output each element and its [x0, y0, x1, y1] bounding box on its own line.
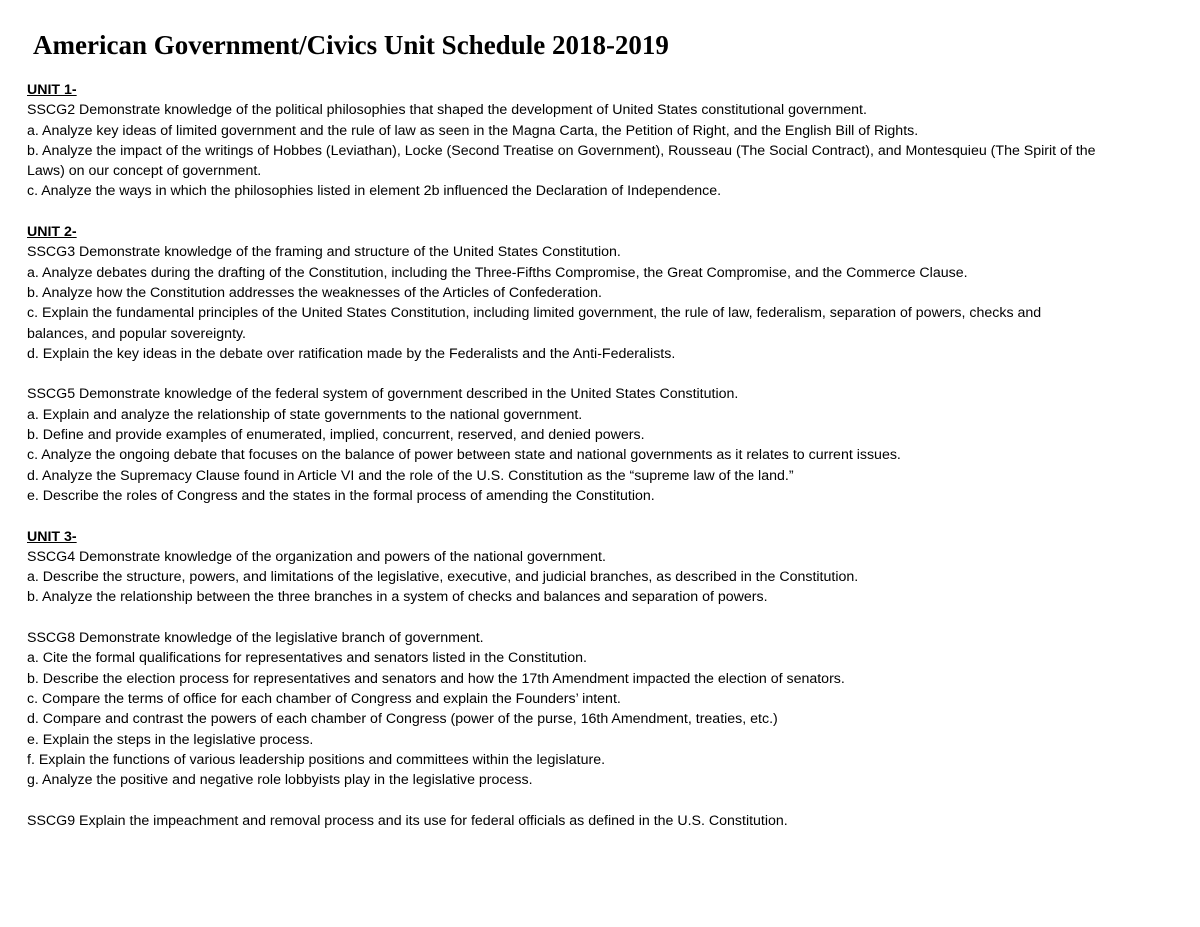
- standard-line: a. Cite the formal qualifications for representatives and senators listed in the Constitution.: [27, 650, 587, 667]
- standard-line: SSCG8 Demonstrate knowledge of the legislative branch of government.: [27, 630, 484, 647]
- unit-section: [27, 80, 1177, 202]
- standard-line: c. Explain the fundamental principles of the United States Constitution, including limited government, the rule of law, federalism, separation of powers, checks and: [27, 305, 1042, 322]
- standard-line: SSCG4 Demonstrate knowledge of the organization and powers of the national government.: [27, 548, 606, 565]
- standard-line: b. Analyze the impact of the writings of Hobbes (Leviathan), Locke (Second Treatise on Government), Rousseau (The Social Contract), and Montesquieu (The Spirit of the: [27, 142, 1096, 159]
- standard-block: [27, 811, 1177, 831]
- standard-line: SSCG2 Demonstrate knowledge of the political philosophies that shaped the development of United States constitutional government.: [27, 102, 867, 119]
- standard-line: b. Define and provide examples of enumerated, implied, concurrent, reserved, and denied powers.: [27, 427, 645, 444]
- standard-line: SSCG5 Demonstrate knowledge of the federal system of government described in the United States Constitution.: [27, 386, 739, 403]
- document-title: American Government/Civics Unit Schedule 2018-2019: [33, 30, 669, 60]
- spacer: [27, 364, 1177, 384]
- standard-line: a. Analyze debates during the drafting of the Constitution, including the Three-Fifths Compromise, the Great Compromise, and the Commerce Clause.: [27, 264, 968, 281]
- standard-line: b. Analyze the relationship between the three branches in a system of checks and balances and separation of powers.: [27, 589, 768, 606]
- standard-line: c. Compare the terms of office for each chamber of Congress and explain the Founders’ intent.: [27, 690, 621, 707]
- standard-block: [27, 100, 1177, 201]
- spacer: [27, 202, 1177, 222]
- standard-line: Laws) on our concept of government.: [27, 163, 262, 180]
- standard-block: [27, 628, 1177, 790]
- unit-heading: UNIT 2-: [27, 224, 77, 241]
- spacer: [27, 506, 1177, 526]
- unit-section: [27, 527, 1177, 831]
- standard-line: e. Describe the roles of Congress and the states in the formal process of amending the Constitution.: [27, 487, 655, 504]
- standard-line: b. Analyze how the Constitution addresses the weaknesses of the Articles of Confederation.: [27, 284, 602, 301]
- standard-line: SSCG3 Demonstrate knowledge of the framing and structure of the United States Constitution.: [27, 244, 621, 261]
- standard-line: a. Describe the structure, powers, and limitations of the legislative, executive, and judicial branches, as described in the Constitution.: [27, 569, 859, 586]
- standard-line: g. Analyze the positive and negative role lobbyists play in the legislative process.: [27, 772, 533, 789]
- standard-line: f. Explain the functions of various leadership positions and committees within the legislature.: [27, 751, 606, 768]
- standard-line: a. Explain and analyze the relationship of state governments to the national government.: [27, 406, 583, 423]
- standard-line: d. Compare and contrast the powers of each chamber of Congress (power of the purse, 16th Amendment, treaties, etc.): [27, 711, 778, 728]
- standard-line: b. Describe the election process for representatives and senators and how the 17th Amendment impacted the election of senators.: [27, 670, 845, 687]
- standard-line: c. Analyze the ongoing debate that focuses on the balance of power between state and national governments as it relates to current issues.: [27, 447, 901, 464]
- standard-line: balances, and popular sovereignty.: [27, 325, 246, 342]
- spacer: [27, 608, 1177, 628]
- standard-block: [27, 384, 1177, 506]
- standard-block: [27, 547, 1177, 608]
- unit-heading: UNIT 1-: [27, 82, 77, 98]
- document-body: [27, 80, 1177, 831]
- standard-line: d. Explain the key ideas in the debate over ratification made by the Federalists and the Anti-Federalists.: [27, 345, 676, 362]
- standard-line: c. Analyze the ways in which the philosophies listed in element 2b influenced the Declaration of Independence.: [27, 183, 722, 200]
- unit-section: [27, 222, 1177, 506]
- standard-block: [27, 242, 1177, 364]
- spacer: [27, 790, 1177, 810]
- standard-line: d. Analyze the Supremacy Clause found in Article VI and the role of the U.S. Constitution as the “supreme law of the land.”: [27, 467, 794, 484]
- standard-line: a. Analyze key ideas of limited government and the rule of law as seen in the Magna Carta, the Petition of Right, and the English Bill of Rights.: [27, 122, 919, 139]
- standard-line: SSCG9 Explain the impeachment and removal process and its use for federal officials as defined in the U.S. Constitution.: [27, 812, 788, 829]
- unit-heading: UNIT 3-: [27, 528, 77, 545]
- standard-line: e. Explain the steps in the legislative process.: [27, 731, 314, 748]
